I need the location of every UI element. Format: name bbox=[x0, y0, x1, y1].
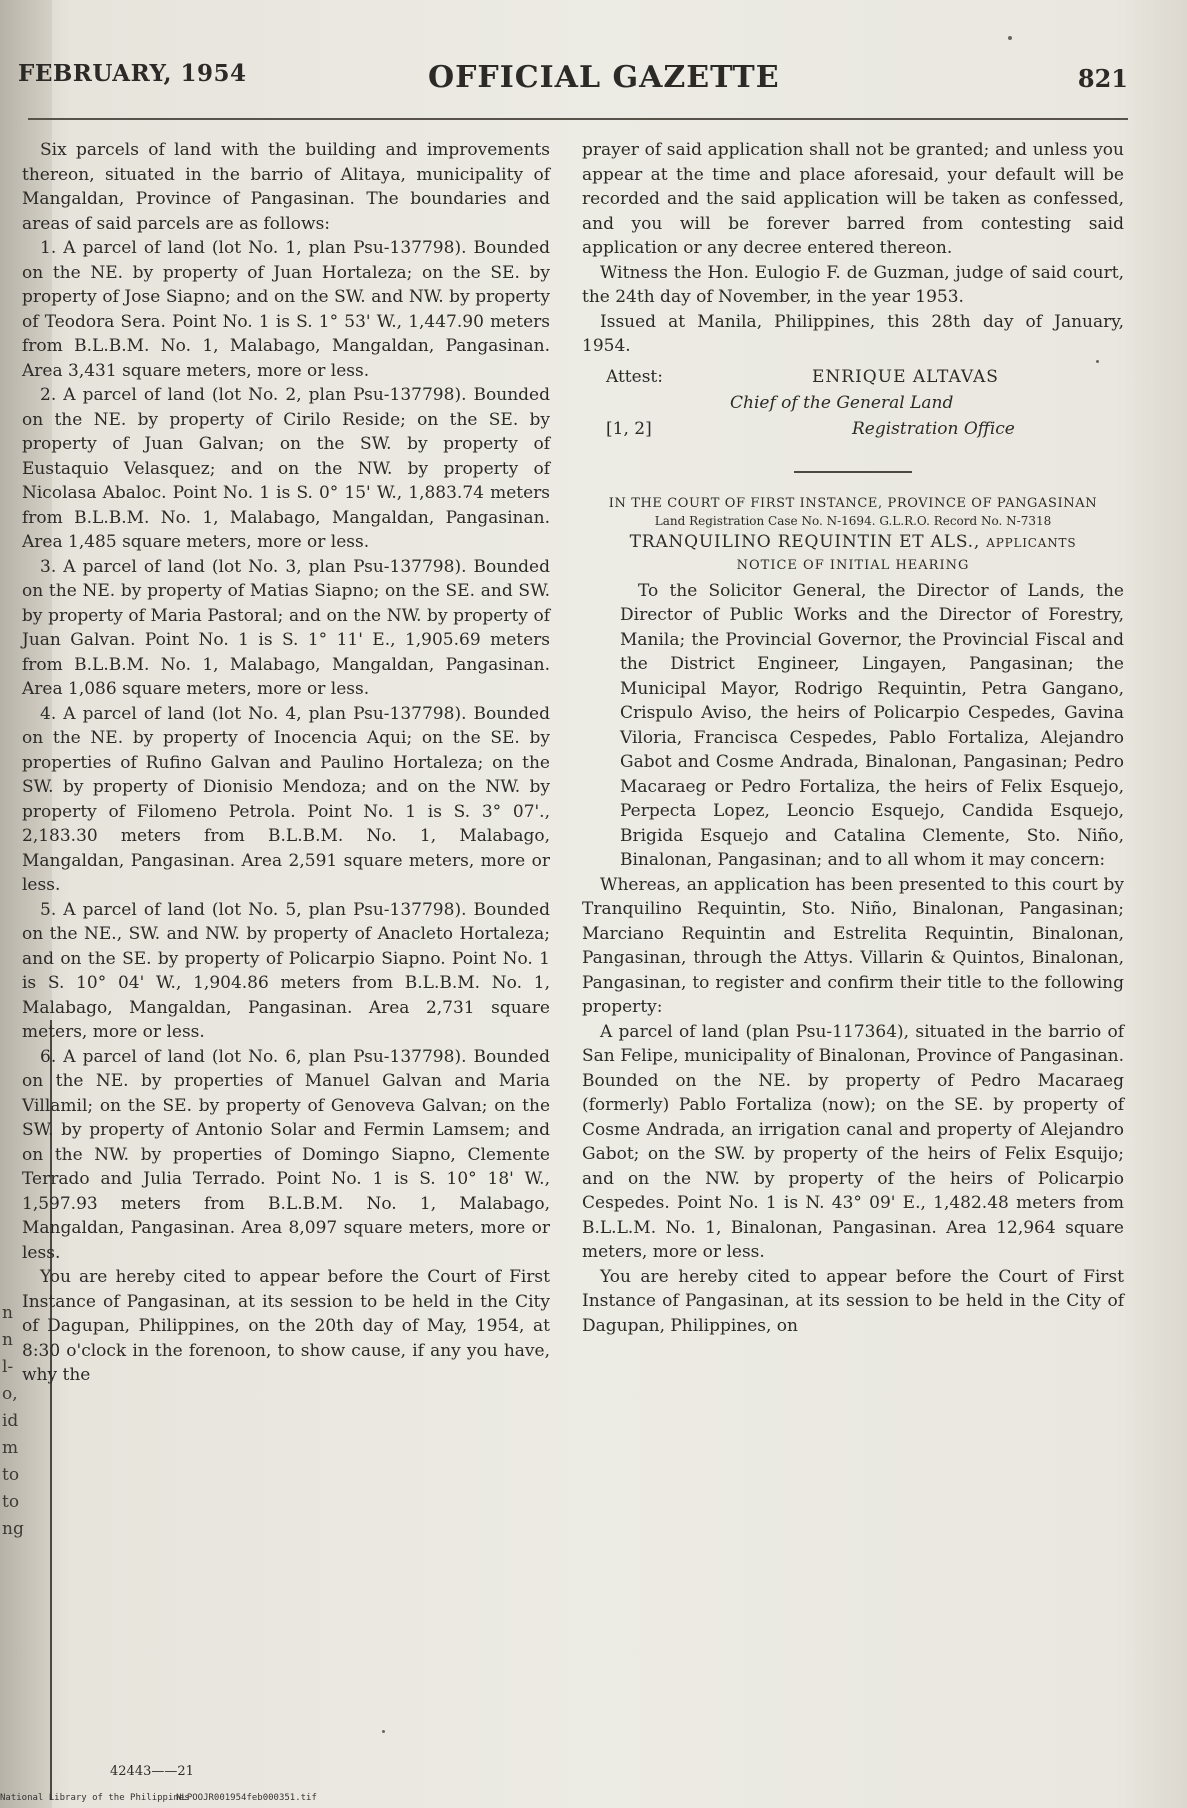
case-reference: Land Registration Case No. N-1694. G.L.R.O. Record No. N-7318 bbox=[654, 513, 1052, 528]
print-code: 42443——21 bbox=[110, 1764, 194, 1779]
notice-title: NOTICE OF INITIAL HEARING bbox=[736, 558, 970, 573]
attestation-block bbox=[582, 365, 1124, 443]
margin-fragment: o, bbox=[2, 1384, 18, 1404]
parcel-paragraph: 5. A parcel of land (lot No. 5, plan Psu-137798). Bounded on the NE., SW. and NW. by property of Anacleto Hortaleza; and on the SE. by property of Policarpio Siapno. Point No. 1 is S. 10° 04' W., 1,904.86 meters from B.L.B.M. No. 1, Malabago, Mangaldan, Pangasinan. Area 2,731 square meters, more or less. bbox=[22, 899, 550, 1042]
parcel-paragraph: 2. A parcel of land (lot No. 2, plan Psu-137798). Bounded on the NE. by property of Cirilo Reside; on the SE. by property of Juan Galvan; on the SW. by property of Eustaquio Velasquez; and on the NW. by property of Nicolasa Abaloc. Point No. 1 is S. 0° 15' W., 1,883.74 meters from B.L.B.M. No. 1, Malabago, Mangaldan, Pangasinan. Area 1,485 square meters, more or less. bbox=[22, 385, 550, 552]
margin-fragment: id bbox=[2, 1411, 19, 1431]
attest-label: Attest: bbox=[606, 366, 663, 387]
paper-speck bbox=[1096, 360, 1099, 363]
parcel-paragraph: 6. A parcel of land (lot No. 6, plan Psu-137798). Bounded on the NE. by properties of Manuel Galvan and Maria Villamil; on the SE. by property of Genoveva Galvan; on the SW. by property of Antonio Solar and Fermin Lamsem; and on the NW. by properties of Domingo Siapno, Clemente Terrado and Julia Terrado. Point No. 1 is S. 10° 18' W., 1,597.93 meters from B.L.B.M. No. 1, Malabago, Mangaldan, Pangasinan. Area 8,097 square meters, more or less. bbox=[22, 1046, 550, 1263]
file-name: NLPOOJR001954feb000351.tif bbox=[176, 1793, 317, 1803]
court-caption: IN THE COURT OF FIRST INSTANCE, PROVINCE OF PANGASINAN bbox=[608, 495, 1098, 511]
paper-speck bbox=[1008, 36, 1012, 40]
whereas-paragraph: Whereas, an application has been presented to this court by Tranquilino Requintin, Sto. Niño, Binalonan, Pangasinan; Marciano Requintin and Estrelita Requintin, Binalonan, Pangasinan, through the Attys. Villarin & Quintos, Binalonan, Pangasinan, to register and confirm their title to the following property: bbox=[582, 874, 1124, 1017]
reference-code: [1, 2] bbox=[606, 418, 652, 439]
officer-title: Chief of the General Land bbox=[730, 392, 954, 413]
paper-speck bbox=[382, 1730, 385, 1733]
citation-paragraph: You are hereby cited to appear before the Court of First Instance of Pangasinan, at its session to be held in the City of Dagupan, Philippines, on bbox=[582, 1266, 1124, 1336]
parcel-paragraph: 3. A parcel of land (lot No. 3, plan Psu-137798). Bounded on the NE. by property of Matias Siapno; on the SE. and SW. by property of Maria Pastoral; and on the NW. by property of Juan Galvan. Point No. 1 is S. 1° 11' E., 1,905.69 meters from B.L.B.M. No. 1, Malabago, Mangaldan, Pangasinan. Area 1,086 square meters, more or less. bbox=[22, 556, 550, 699]
officer-title: Registration Office bbox=[852, 418, 1015, 439]
header-rule bbox=[28, 118, 1128, 120]
officer-name: ENRIQUE ALTAVAS bbox=[812, 366, 999, 387]
margin-fragment: m bbox=[2, 1438, 19, 1458]
margin-fragment: to bbox=[2, 1492, 20, 1512]
parcel-paragraph: 4. A parcel of land (lot No. 4, plan Psu-137798). Bounded on the NE. by property of Inocencia Aqui; on the SE. by properties of Rufino Galvan and Paulino Hortaleza; on the SW. by property of Dionisio Mendoza; and on the NW. by property of Filomeno Petrola. Point No. 1 is S. 3° 07'., 2,183.30 meters from B.L.B.M. No. 1, Malabago, Mangaldan, Pangasinan. Area 2,591 square meters, more or less. bbox=[22, 703, 550, 895]
applicants-line: TRANQUILINO REQUINTIN ET ALS., applicants bbox=[629, 531, 1077, 552]
left-column bbox=[22, 138, 550, 1388]
issue-date: FEBRUARY, 1954 bbox=[18, 60, 247, 87]
witness-paragraph: Witness the Hon. Eulogio F. de Guzman, judge of said court, the 24th day of November, in the year 1953. bbox=[582, 262, 1124, 307]
intro-paragraph: Six parcels of land with the building and improvements thereon, situated in the barrio of Alitaya, municipality of Mangaldan, Province of Pangasinan. The boundaries and areas of said parcels are as follows: bbox=[22, 140, 550, 234]
margin-fragment: to bbox=[2, 1465, 20, 1485]
right-column bbox=[582, 138, 1124, 1338]
margin-fragment: ng bbox=[2, 1519, 24, 1539]
parcel-paragraph: A parcel of land (plan Psu-117364), situated in the barrio of San Felipe, municipality of Binalonan, Province of Pangasinan. Bounded on the NE. by property of Pedro Macaraeg (formerly) Pablo Fortaliza (now); on the SE. by property of Cosme Andrada, an irrigation canal and property of Alejandro Gabot; on the SW. by property of the heirs of Felix Esquijo; and on the NW. by property of the heirs of Policarpio Cespedes. Point No. 1 is N. 43° 09' E., 1,482.48 meters from B.L.L.M. No. 1, Binalonan, Pangasinan. Area 12,964 square meters, more or less. bbox=[582, 1021, 1124, 1262]
parcel-paragraph: 1. A parcel of land (lot No. 1, plan Psu-137798). Bounded on the NE. by property of Juan Hortaleza; on the SE. by property of Jose Siapno; and on the SW. and NW. by property of Teodora Sera. Point No. 1 is S. 1° 53' W., 1,447.90 meters from B.L.B.M. No. 1, Malabago, Mangaldan, Pangasinan. Area 3,431 square meters, more or less. bbox=[22, 238, 550, 381]
issued-paragraph: Issued at Manila, Philippines, this 28th day of January, 1954. bbox=[582, 311, 1124, 356]
body-paragraph: prayer of said application shall not be granted; and unless you appear at the time and place aforesaid, your default will be recorded and the said application will be taken as confessed, and you will be forever barred from contesting said application or any decree entered thereon. bbox=[582, 140, 1124, 258]
page-number: 821 bbox=[1077, 64, 1128, 93]
addressees-paragraph: To the Solicitor General, the Director of Lands, the Director of Public Works and the Director of Forestry, Manila; the Provincial Governor, the Provincial Fiscal and the District Engineer, Lingayen, Pangasinan; the Municipal Mayor, Rodrigo Requintin, Petra Gangano, Crispulo Aviso, the heirs of Policarpio Cespedes, Gavina Viloria, Francisca Cespedes, Pablo Fortaliza, Alejandro Gabot and Cosme Andrada, Binalonan, Pangasinan; Pedro Macaraeg or Pedro Fortaliza, the heirs of Felix Esquejo, Perpecta Lopez, Leoncio Esquejo, Candida Esquejo, Brigida Esquejo and Catalina Clemente, Sto. Niño, Binalonan, Pangasinan; and to all whom it may concern: bbox=[620, 580, 1124, 870]
publication-title: OFFICIAL GAZETTE bbox=[428, 60, 780, 95]
margin-fragment: n bbox=[2, 1330, 13, 1350]
library-stamp: National Library of the Philippines bbox=[0, 1793, 190, 1803]
margin-fragment: n bbox=[2, 1303, 13, 1323]
citation-paragraph: You are hereby cited to appear before the Court of First Instance of Pangasinan, at its session to be held in the City of Dagupan, Philippines, on the 20th day of May, 1954, at 8:30 o'clock in the forenoon, to show cause, if any you have, why the bbox=[22, 1267, 550, 1385]
section-divider bbox=[794, 471, 912, 473]
page-header bbox=[18, 54, 1128, 104]
margin-fragment: l- bbox=[2, 1357, 14, 1377]
